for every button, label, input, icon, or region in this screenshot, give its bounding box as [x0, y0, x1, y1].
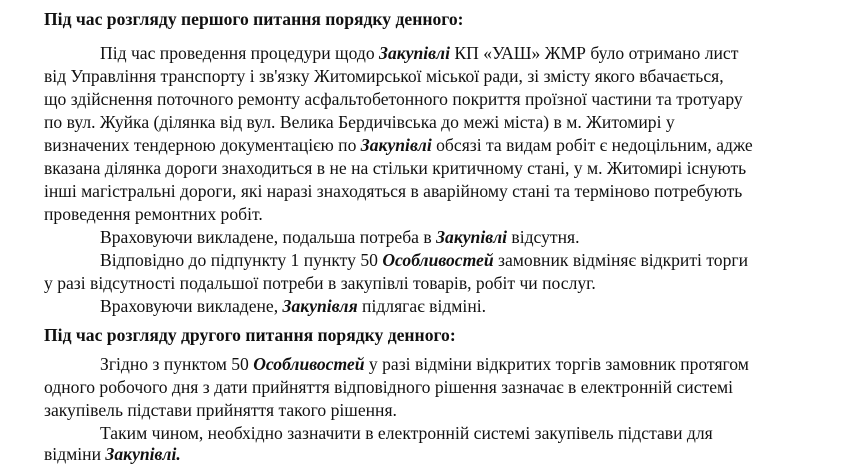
term-osoblyvostei: Особливостей	[382, 250, 494, 270]
term-zakupivli: Закупівлі.	[105, 444, 181, 464]
p1-line-7: інші магістральні дороги, які наразі знаходяться в аварійному стані та терміново потребують	[44, 181, 743, 201]
p1-line-4: по вул. Жуйка (ділянка від вул. Велика Бердичівська до межі міста) в м. Житомирі у	[44, 112, 675, 132]
term-zakupivli: Закупівлі	[379, 43, 450, 63]
p2-text-a: Враховуючи викладене, подальша потреба в	[100, 227, 437, 247]
p1-line-5-text-a: визначених тендерною документацією по	[44, 135, 361, 155]
term-osoblyvostei: Особливостей	[253, 354, 365, 374]
term-zakupivlia: Закупівля	[282, 296, 358, 316]
p1-line-1-text-a: Під час проведення процедури щодо	[100, 43, 380, 63]
p5-line-1-text-b: у разі відміни відкритих торгів замовник протягом	[364, 354, 749, 374]
p1-line-5	[44, 134, 753, 156]
p6-text-a: відміни	[44, 444, 106, 464]
p5-line-1	[100, 353, 749, 375]
p5-line-2: одного робочого дня з дати прийняття відповідного рішення зазначає в електронній системі	[44, 377, 734, 397]
p1-line-1-text-b: КП «УАШ» ЖМР було отримано лист	[449, 43, 739, 63]
p4-line-1	[100, 295, 486, 317]
p4-text-b: підлягає відміні.	[357, 296, 487, 316]
heading-first-item: Під час розгляду першого питання порядку денного:	[44, 9, 464, 29]
p2-line-1	[100, 226, 580, 248]
p4-text-a: Враховуючи викладене,	[100, 296, 283, 316]
heading-second-item: Під час розгляду другого питання порядку денного:	[44, 325, 456, 345]
p3-line-1-text-b: замовник відміняє відкриті торги	[493, 250, 749, 270]
p1-line-5-text-b: обсязі та видам робіт є недоцільним, адже	[431, 135, 753, 155]
p5-line-3: закупівель підстави прийняття такого рішення.	[44, 400, 397, 420]
p1-line-8: проведення ремонтних робіт.	[44, 204, 263, 224]
p1-line-2: від Управління транспорту і зв'язку Житомирської міської ради, зі змісту якого вбачається,	[44, 66, 724, 86]
p6-line-2	[44, 443, 181, 465]
p3-line-1	[100, 249, 748, 271]
p1-line-1	[100, 42, 738, 64]
p3-line-1-text-a: Відповідно до підпункту 1 пункту 50	[100, 250, 383, 270]
p6-line-1: Таким чином, необхідно зазначити в електронній системі закупівель підстави для	[100, 423, 713, 443]
p1-line-3: що здійснення поточного ремонту асфальтобетонного покриття проїзної частини та тротуару	[44, 89, 743, 109]
p1-line-6: вказана ділянка дороги знаходиться в не на стільки критичному стані, у м. Житомирі існують	[44, 158, 747, 178]
term-zakupivli: Закупівлі	[436, 227, 508, 247]
p5-line-1-text-a: Згідно з пунктом 50	[100, 354, 254, 374]
p3-line-2: у разі відсутності подальшої потреби в закупівлі товарів, робіт чи послуг.	[44, 273, 596, 293]
term-zakupivli: Закупівлі	[360, 135, 432, 155]
p2-text-b: відсутня.	[507, 227, 580, 247]
